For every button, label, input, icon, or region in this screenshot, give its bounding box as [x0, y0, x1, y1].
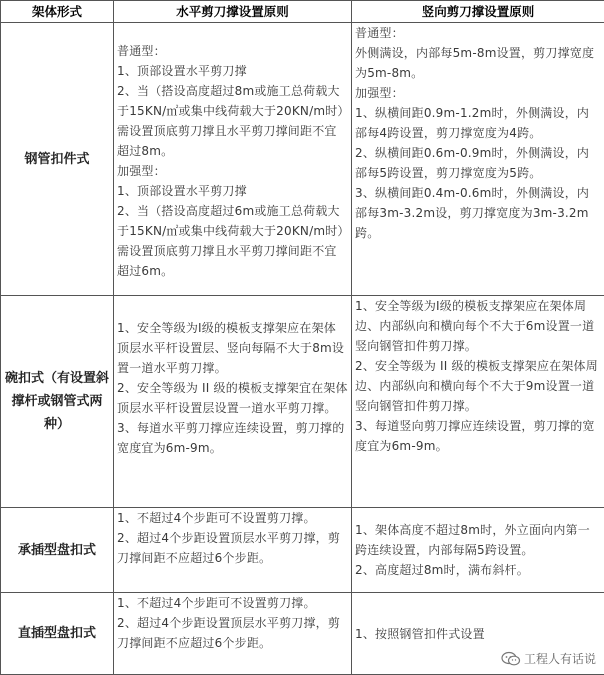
header-frame-type: 架体形式 [1, 1, 114, 23]
vertical-cell [352, 508, 604, 593]
frame-type-cell: 直插型盘扣式 [1, 593, 114, 675]
text-line: 加强型： [117, 161, 348, 181]
text-line: 2、安全等级为 II 级的模板支撑架宜在架体顶层水平杆设置层设置一道水平剪刀撑。 [117, 378, 348, 418]
frame-type-cell: 碗扣式（有设置斜撑杆或钢管式两种） [1, 296, 114, 508]
header-horizontal: 水平剪刀撑设置原则 [114, 1, 352, 23]
horizontal-cell [114, 593, 352, 675]
text-line: 1、不超过4个步距可不设置剪刀撑。 [117, 593, 348, 613]
header-row [1, 1, 604, 23]
text-line: 1、安全等级为Ⅰ级的模板支撑架应在架体顶层水平杆设置层、竖向每隔不大于8m设置一道水平剪刀撑。 [117, 318, 348, 378]
table-row [1, 296, 604, 508]
header-vertical: 竖向剪刀撑设置原则 [352, 1, 604, 23]
text-line: 2、当（搭设高度超过6m或施工总荷载大于15KN/㎡或集中线荷载大于20KN/m时）需设置顶底剪刀撑且水平剪刀撑间距不宜超过6m。 [117, 201, 348, 281]
text-line: 1、不超过4个步距可不设置剪刀撑。 [117, 508, 348, 528]
text-line: 加强型： [355, 83, 601, 103]
wechat-icon [501, 651, 521, 667]
text-line: 1、架体高度不超过8m时，外立面向内第一跨连续设置，内部每隔5跨设置。 [355, 520, 601, 560]
text-line: 3、每道竖向剪刀撑应连续设置，剪刀撑的宽度宜为6m-9m。 [355, 416, 601, 456]
frame-type-cell: 钢管扣件式 [1, 23, 114, 296]
watermark-text: 工程人有话说 [524, 650, 596, 667]
text-line: 1、顶部设置水平剪刀撑 [117, 181, 348, 201]
text-line: 3、每道水平剪刀撑应连续设置，剪刀撑的宽度宜为6m-9m。 [117, 418, 348, 458]
text-line: 1、安全等级为Ⅰ级的模板支撑架应在架体周边、内部纵向和横向每个不大于6m设置一道竖向钢管扣件剪刀撑。 [355, 296, 601, 356]
vertical-cell [352, 296, 604, 508]
text-line: 1、纵横间距0.9m-1.2m时，外侧满设，内部每4跨设置，剪刀撑宽度为4跨。 [355, 103, 601, 143]
text-line: 2、高度超过8m时，满布斜杆。 [355, 560, 601, 580]
text-line: 普通型： [355, 23, 601, 43]
frame-type-cell: 承插型盘扣式 [1, 508, 114, 593]
table-row [1, 508, 604, 593]
horizontal-cell [114, 508, 352, 593]
text-line: 1、按照钢管扣件式设置 [355, 624, 601, 644]
text-line: 外侧满设，内部每5m-8m设置，剪刀撑宽度为5m-8m。 [355, 43, 601, 83]
text-line: 2、当（搭设高度超过8m或施工总荷载大于15KN/㎡或集中线荷载大于20KN/m时）需设置顶底剪刀撑且水平剪刀撑间距不宜超过8m。 [117, 81, 348, 161]
text-line: 1、顶部设置水平剪刀撑 [117, 61, 348, 81]
text-line: 2、超过4个步距设置顶层水平剪刀撑，剪刀撑间距不应超过6个步距。 [117, 528, 348, 568]
horizontal-cell [114, 23, 352, 296]
text-line: 2、超过4个步距设置顶层水平剪刀撑，剪刀撑间距不应超过6个步距。 [117, 613, 348, 653]
text-line: 2、纵横间距0.6m-0.9m时，外侧满设，内部每5跨设置，剪刀撑宽度为5跨。 [355, 143, 601, 183]
vertical-cell [352, 23, 604, 296]
watermark [501, 650, 596, 667]
horizontal-cell [114, 296, 352, 508]
text-line: 2、安全等级为 II 级的模板支撑架应在架体周边、内部纵向和横向每个不大于9m设置一道竖向钢管扣件剪刀撑。 [355, 356, 601, 416]
text-line: 普通型： [117, 41, 348, 61]
table-row [1, 23, 604, 296]
text-line: 3、纵横间距0.4m-0.6m时，外侧满设，内部每3m-3.2m设，剪刀撑宽度为3m-3.2m跨。 [355, 183, 601, 243]
